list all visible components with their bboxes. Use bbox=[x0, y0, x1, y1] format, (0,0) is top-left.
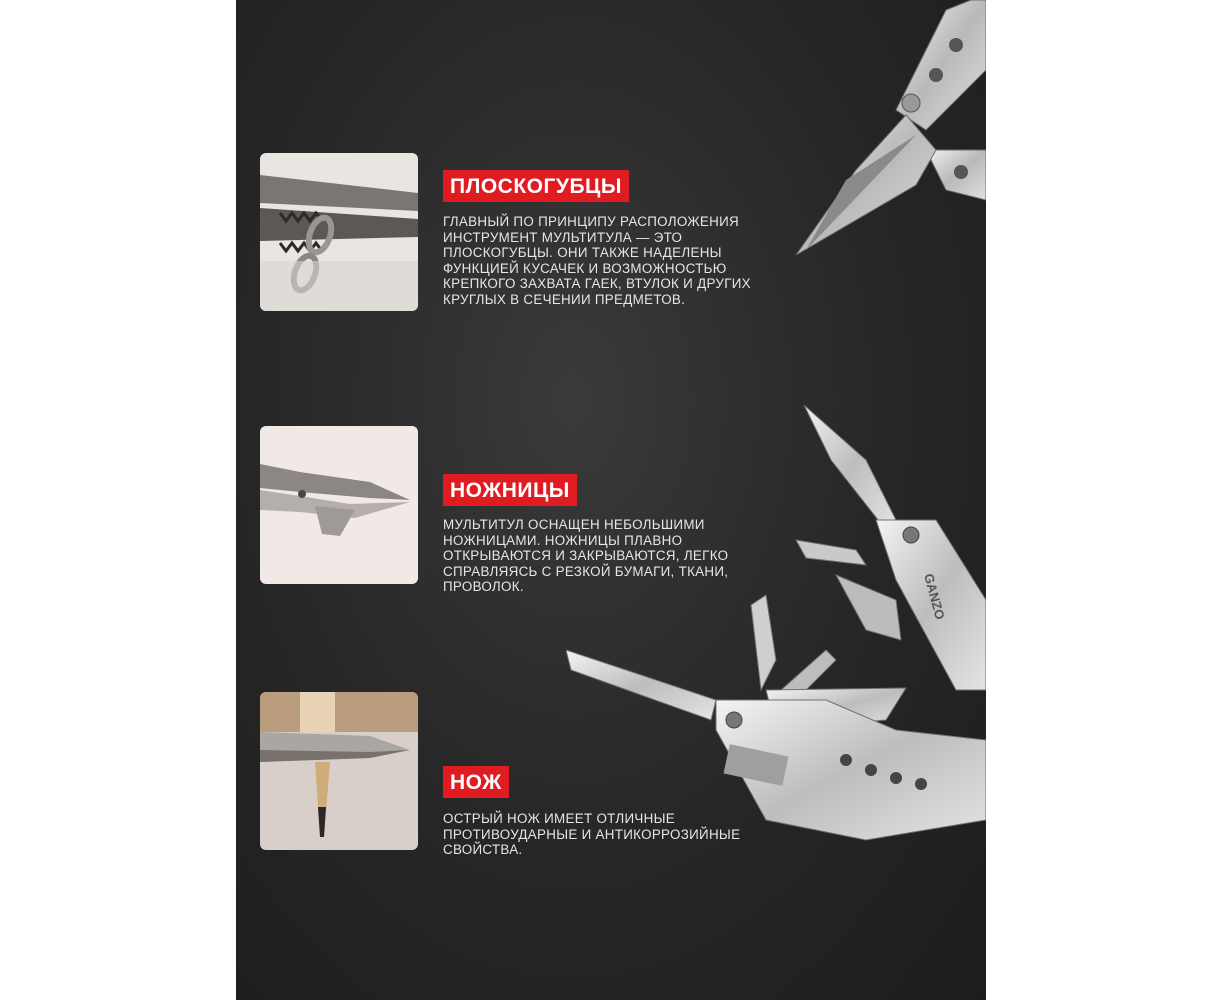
section-title-pliers: ПЛОСКОГУБЦЫ bbox=[443, 170, 629, 202]
brand-logo-text: GANZO bbox=[921, 571, 948, 622]
multitool-open-illustration bbox=[566, 400, 986, 850]
multitool-pliers-illustration bbox=[776, 0, 986, 270]
section-text-pliers: ГЛАВНЫЙ ПО ПРИНЦИПУ РАСПОЛОЖЕНИЯ ИНСТРУМЕНТ МУЛЬТИТУЛА — ЭТО ПЛОСКОГУБЦЫ. ОНИ ТАКЖЕ НАДЕЛЕНЫ ФУНКЦИЕЙ КУСАЧЕК И ВОЗМОЖНОСТЬЮ КРЕПКОГО ЗАХВАТА ГАЕК, ВТУЛОК И ДРУГИХ КРУГЛЫХ В СЕЧЕНИИ ПРЕДМЕТОВ. bbox=[443, 214, 751, 307]
section-title-scissors: НОЖНИЦЫ bbox=[443, 474, 577, 506]
knife-photo bbox=[260, 692, 418, 850]
section-title-knife: НОЖ bbox=[443, 766, 509, 798]
product-card bbox=[236, 0, 986, 1000]
scissors-photo bbox=[260, 426, 418, 584]
pliers-photo bbox=[260, 153, 418, 311]
section-text-scissors: МУЛЬТИТУЛ ОСНАЩЕН НЕБОЛЬШИМИ НОЖНИЦАМИ. НОЖНИЦЫ ПЛАВНО ОТКРЫВАЮТСЯ И ЗАКРЫВАЮТСЯ, ЛЕГКО СПРАВЛЯЯСЬ С РЕЗКОЙ БУМАГИ, ТКАНИ, ПРОВОЛОК. bbox=[443, 517, 729, 594]
section-text-knife: ОСТРЫЙ НОЖ ИМЕЕТ ОТЛИЧНЫЕ ПРОТИВОУДАРНЫЕ И АНТИКОРРОЗИЙНЫЕ СВОЙСТВА. bbox=[443, 811, 741, 857]
